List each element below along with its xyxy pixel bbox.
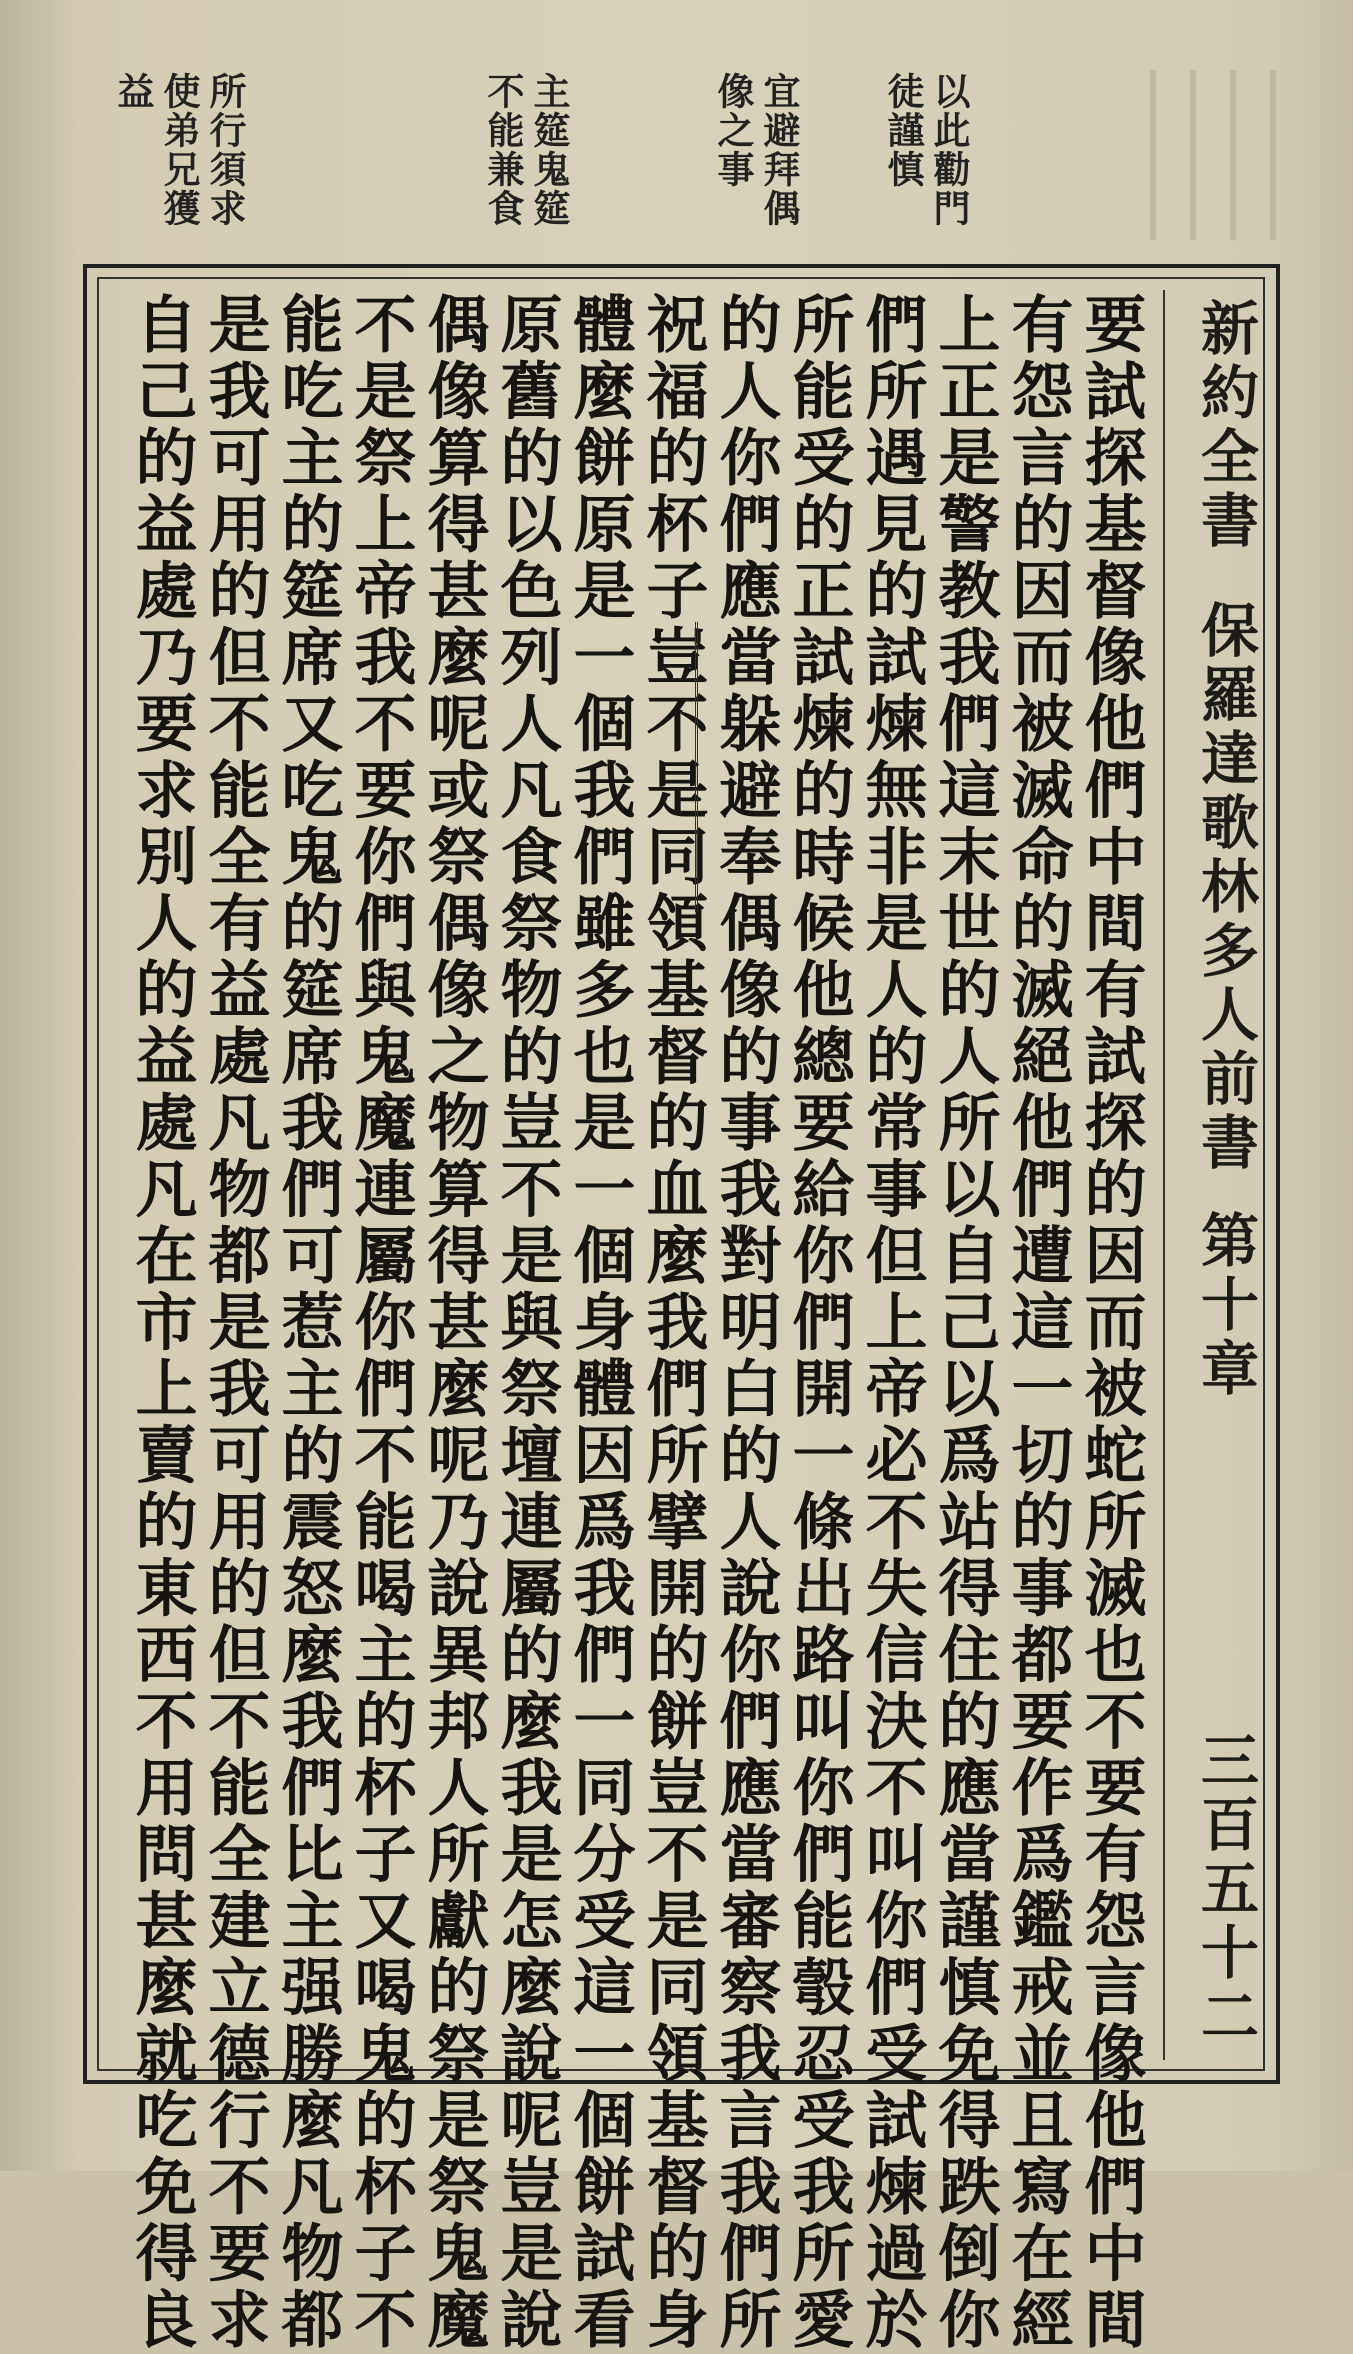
margin-note-caution: 以此勸門徒謹慎 [881,72,971,228]
text-column: 是我可用的但不能全有益處凡物都是我可用的但不能全建立德行不要求 [198,292,271,2354]
text-column: 的人你們應當躲避奉偶像的事我對明白的人說你們應當審察我言我們所 [709,292,782,2354]
text-column: 們所遇見的試煉無非是人的常事但上帝必不失信決不叫你們受試煉過於 [855,292,928,2354]
text-column: 祝福的杯子豈不是同領基督的血麼我們所擘開的餅豈不是同領基督的身 [636,292,709,2354]
page-number: 三百五十二 [1191,1730,1259,2050]
text-column: 原舊的以色列人凡食祭物的豈不是與祭壇連屬的麼我是怎麼說呢豈是說 [490,292,563,2354]
margin-note-benefit: 所行須求使弟兄獲益 [111,72,247,228]
text-column: 體麼餅原是一個我們雖多也是一個身體因爲我們一同分受這一個餅試看 [563,292,636,2354]
running-header [1163,290,1265,2060]
bleed-through-marks [1150,70,1280,240]
text-column: 偶像算得甚麼呢或祭偶像之物算得甚麼呢乃說異邦人所獻的祭是祭鬼魔 [417,292,490,2354]
text-column: 上正是警教我們這末世的人所以自己以爲站得住的應當謹慎免得跌倒你 [928,292,1001,2354]
section-title: 保羅達歌林多人前書 [1191,600,1259,1176]
book-title: 新約全書 [1191,298,1259,554]
margin-notes [110,72,970,262]
chapter-label: 第十章 [1191,1210,1259,1402]
margin-note-idols: 宜避拜偶像之事 [711,72,801,228]
text-column: 不是祭上帝我不要你們與鬼魔連屬你們不能喝主的杯子又喝鬼的杯子不 [344,292,417,2354]
text-column: 自己的益處乃要求別人的益處凡在市上賣的東西不用問甚麼就吃免得良 [125,292,198,2354]
text-column: 所能受的正試煉的時候他總要給你們開一條出路叫你們能彀忍受我所愛 [782,292,855,2354]
text-column: 能吃主的筵席又吃鬼的筵席我們可惹主的震怒麼我們比主强勝麼凡物都 [271,292,344,2354]
proper-name-rule [695,622,698,912]
text-column: 有怨言的因而被滅命的滅絕他們遭這一切的事都要作爲鑑戒並且寫在經 [1001,292,1074,2354]
margin-note-tables: 主筵鬼筵不能兼食 [481,72,571,228]
text-column: 要試探基督像他們中間有試探的因而被蛇所滅也不要有怨言像他們中間 [1074,292,1147,2354]
main-text [115,292,1155,2354]
